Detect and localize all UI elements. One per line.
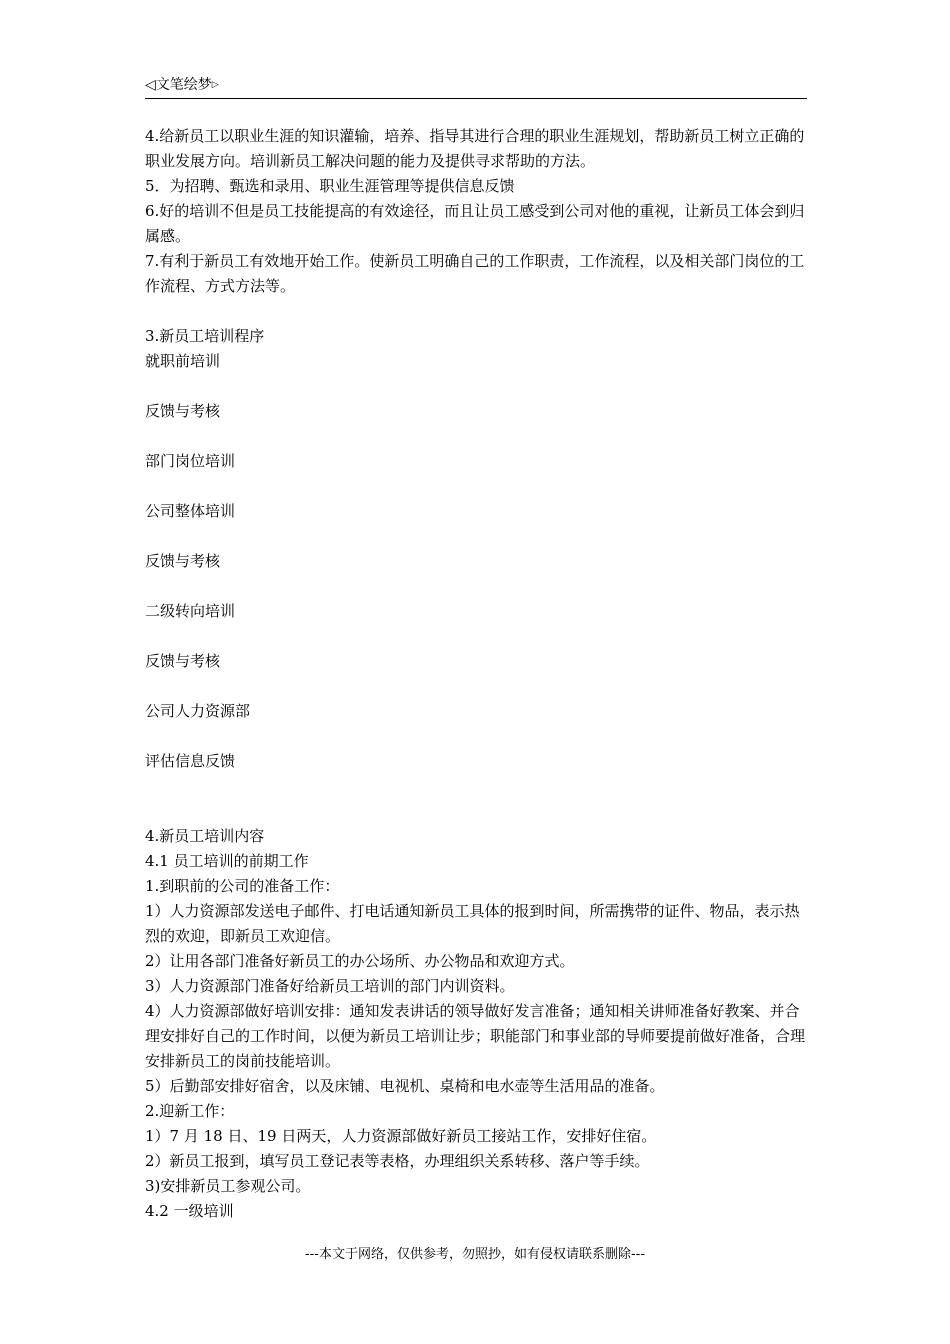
flow-step: 部门岗位培训 bbox=[145, 452, 236, 470]
paragraph: 4.2 一级培训 bbox=[145, 1202, 234, 1220]
left-triangle-icon: ◁ bbox=[145, 77, 156, 93]
section-heading: 3.新员工培训程序 bbox=[145, 327, 265, 345]
paragraph: 1.到职前的公司的准备工作： bbox=[145, 877, 340, 895]
paragraph: 5）后勤部安排好宿舍，以及床铺、电视机、桌椅和电水壶等生活用品的准备。 bbox=[145, 1077, 665, 1095]
flow-step: 就职前培训 bbox=[145, 352, 221, 370]
flow-step: 反馈与考核 bbox=[145, 552, 221, 570]
page-header bbox=[145, 74, 807, 99]
paragraph: 3)安排新员工参观公司。 bbox=[145, 1177, 311, 1195]
paragraph: 2）新员工报到，填写员工登记表等表格，办理组织关系转移、落户等手续。 bbox=[145, 1152, 650, 1170]
paragraph: 7.有利于新员工有效地开始工作。使新员工明确自己的工作职责，工作流程，以及相关部门岗位的工作流程、方式方法等。 bbox=[145, 252, 805, 295]
brand-text: 文笔绘梦 bbox=[155, 77, 212, 93]
flow-step: 二级转向培训 bbox=[145, 602, 236, 620]
paragraph: 1）7 月 18 日、19 日两天，人力资源部做好新员工接站工作，安排好住宿。 bbox=[145, 1127, 657, 1145]
flow-step: 反馈与考核 bbox=[145, 402, 221, 420]
paragraph: 3）人力资源部门准备好给新员工培训的部门内训资料。 bbox=[145, 977, 515, 995]
flow-step: 公司人力资源部 bbox=[145, 702, 251, 720]
paragraph: 4.给新员工以职业生涯的知识灌输，培养、指导其进行合理的职业生涯规划，帮助新员工树立正确的职业发展方向。培训新员工解决问题的能力及提供寻求帮助的方法。 bbox=[145, 127, 805, 170]
paragraph: 2）让用各部门准备好新员工的办公场所、办公物品和欢迎方式。 bbox=[145, 952, 575, 970]
flow-step: 反馈与考核 bbox=[145, 652, 221, 670]
page-footer: ---本文于网络，仅供参考，勿照抄，如有侵权请联系删除--- bbox=[304, 1247, 646, 1262]
paragraph: 4.1 员工培训的前期工作 bbox=[145, 852, 309, 870]
paragraph: 2.迎新工作： bbox=[145, 1102, 235, 1120]
flow-step: 评估信息反馈 bbox=[145, 752, 236, 770]
paragraph: 1）人力资源部发送电子邮件、打电话通知新员工具体的报到时间，所需携带的证件、物品，表示热烈的欢迎，即新员工欢迎信。 bbox=[145, 902, 800, 945]
section-heading: 4.新员工培训内容 bbox=[145, 827, 265, 845]
paragraph: 4）人力资源部做好培训安排：通知发表讲话的领导做好发言准备；通知相关讲师准备好教案、并合理安排好自己的工作时间，以便为新员工培训让步；职能部门和事业部的导师要提前做好准备，合理安排新员工的岗前技能培训。 bbox=[145, 1002, 806, 1070]
training-flow bbox=[145, 349, 813, 774]
document-body bbox=[145, 124, 813, 1224]
paragraph: 5．为招聘、甄选和录用、职业生涯管理等提供信息反馈 bbox=[145, 177, 515, 195]
flow-step: 公司整体培训 bbox=[145, 502, 236, 520]
paragraph: 6.好的培训不但是员工技能提高的有效途径，而且让员工感受到公司对他的重视，让新员工体会到归属感。 bbox=[145, 202, 805, 245]
header-brand bbox=[145, 76, 219, 94]
right-triangle-icon: ▷ bbox=[211, 80, 219, 90]
